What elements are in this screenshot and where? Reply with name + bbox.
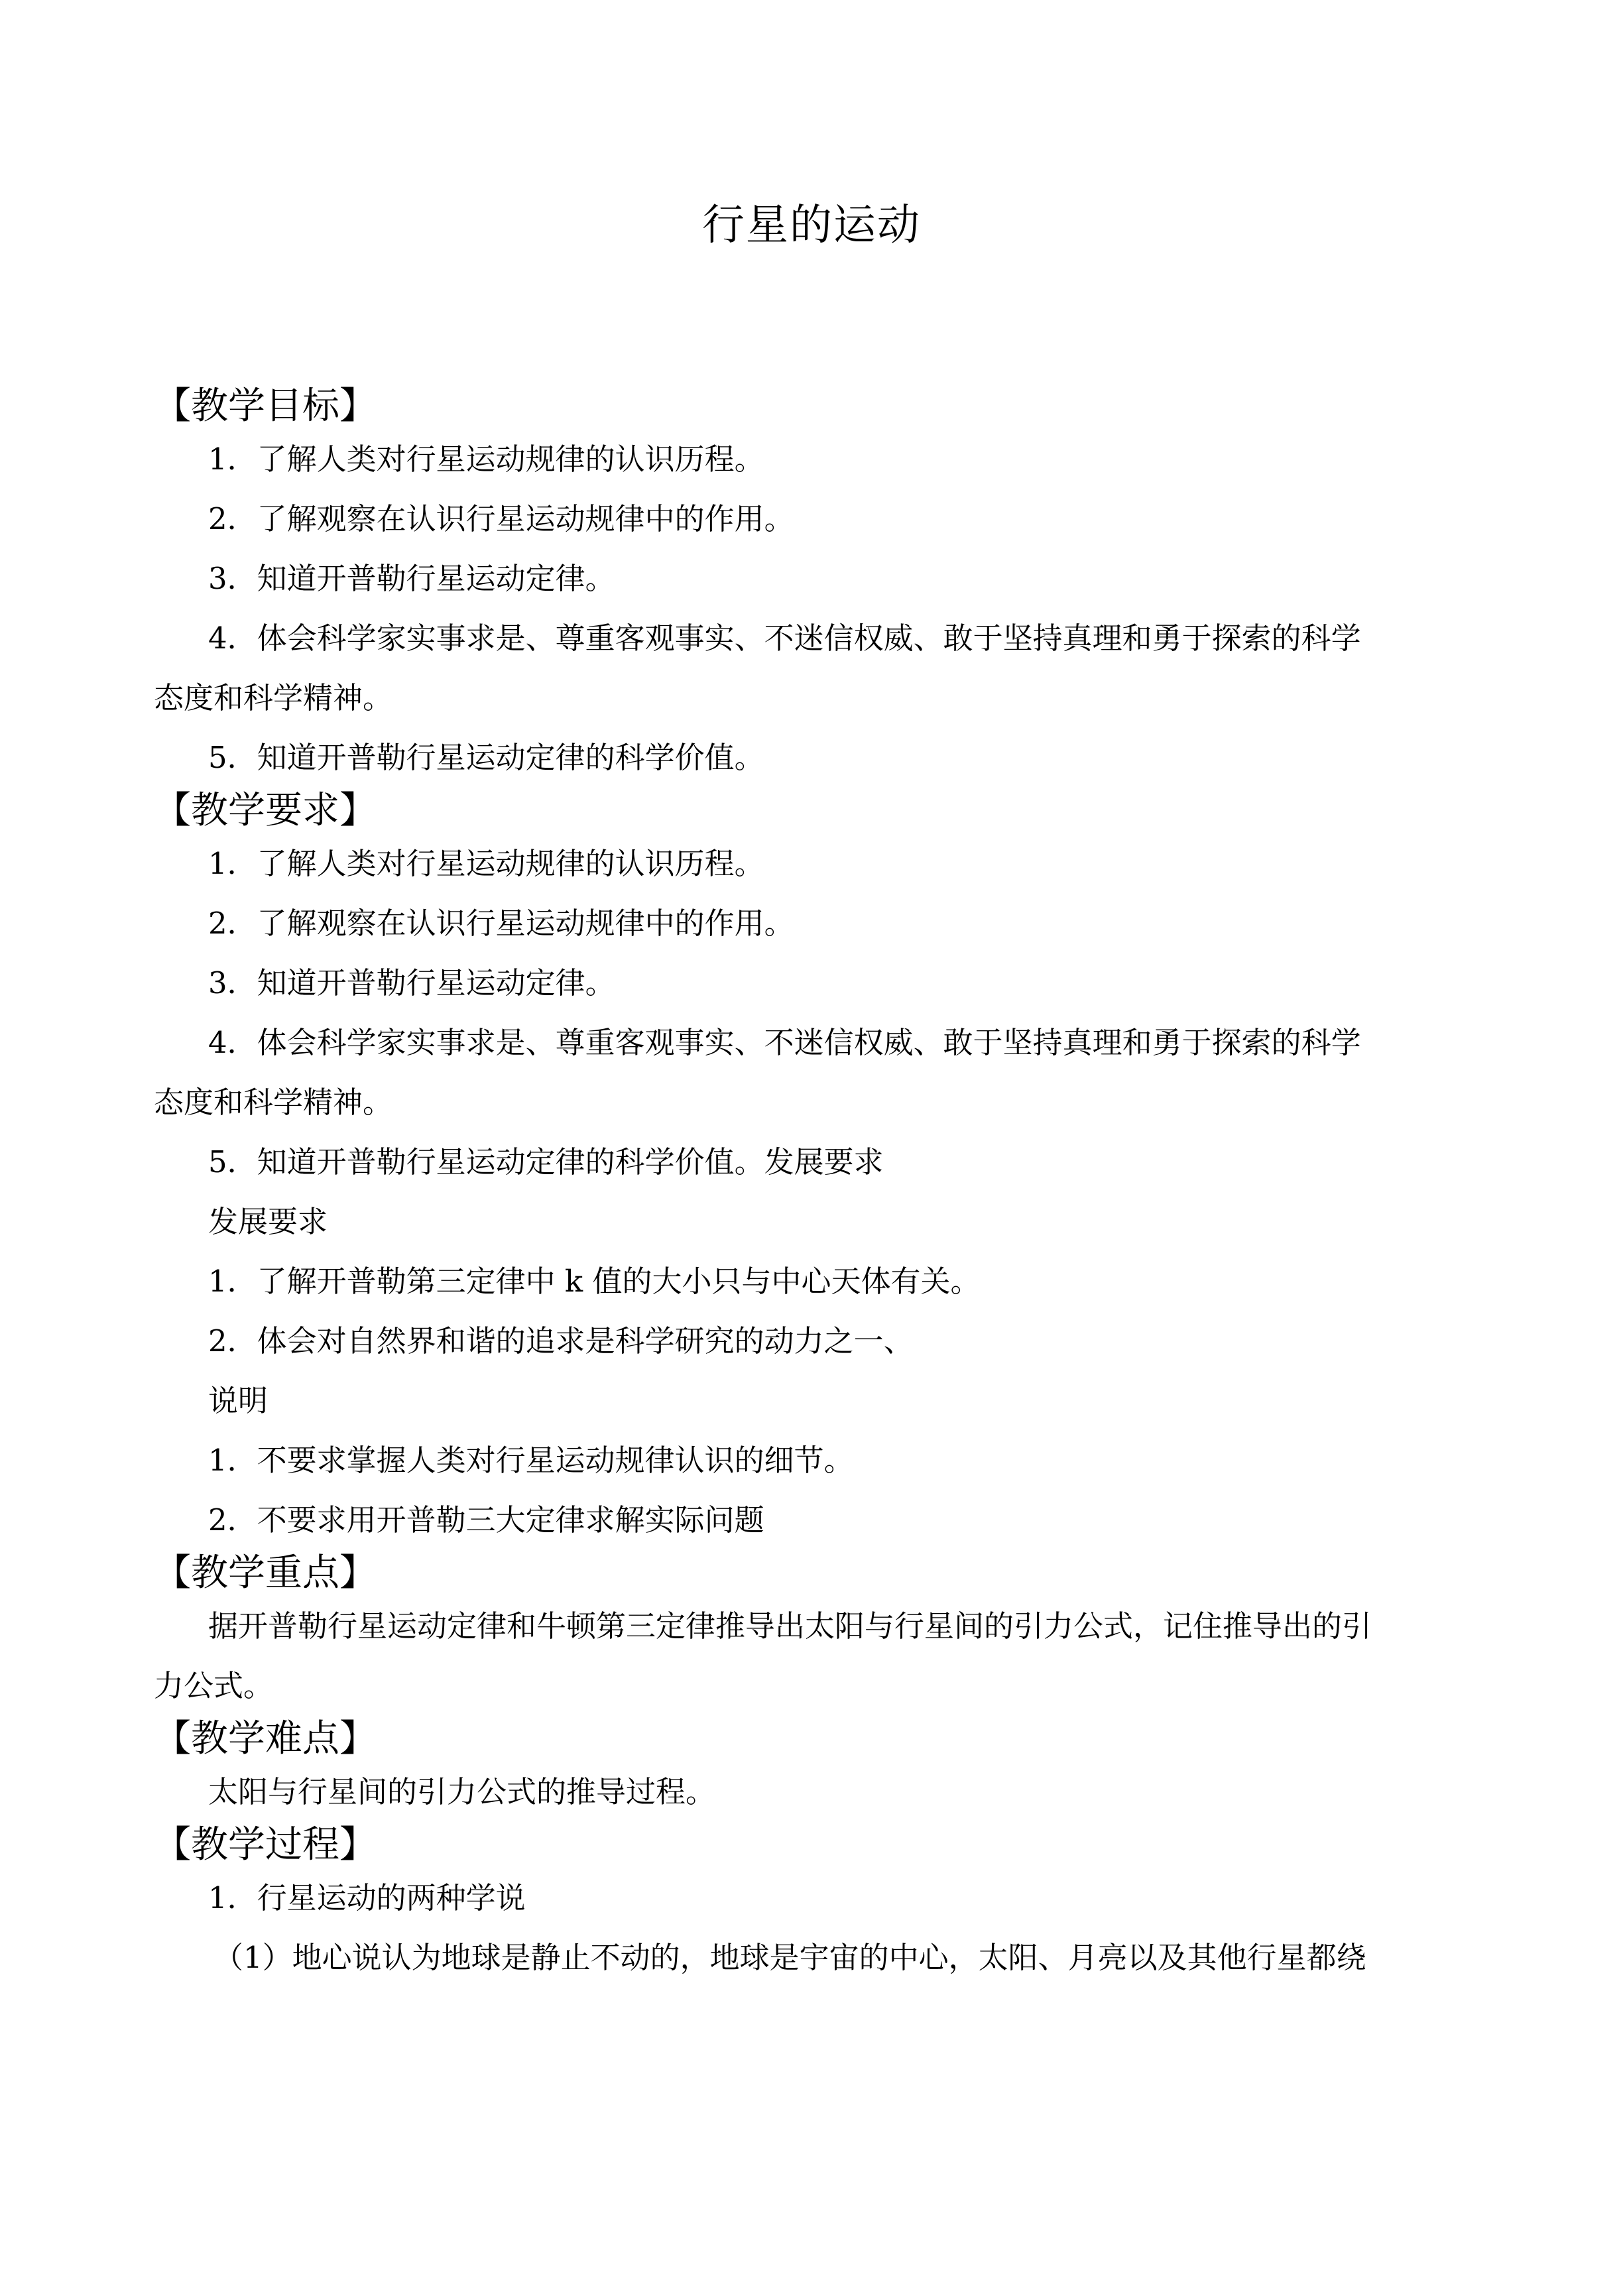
objective-item-4: 4．体会科学家实事求是、尊重客观事实、不迷信权威、敢于坚持真理和勇于探索的科学 — [208, 621, 1361, 656]
objective-item-1: 1．了解人类对行星运动规律的认识历程。 — [208, 442, 764, 477]
objective-item-2: 2．了解观察在认识行星运动规律中的作用。 — [208, 501, 794, 536]
notes-item-1: 1．不要求掌握人类对行星运动规律认识的细节。 — [208, 1443, 854, 1478]
development-subheading: 发展要求 — [208, 1204, 328, 1239]
page-title: 行星的运动 — [702, 201, 921, 250]
requirement-item-2: 2．了解观察在认识行星运动规律中的作用。 — [208, 906, 794, 941]
notes-item-2: 2．不要求用开普勒三大定律求解实际问题 — [208, 1502, 764, 1538]
objective-item-4-continued: 态度和科学精神。 — [154, 680, 393, 715]
requirement-item-4: 4．体会科学家实事求是、尊重客观事实、不迷信权威、敢于坚持真理和勇于探索的科学 — [208, 1025, 1361, 1060]
process-item-1-sub-1: （1）地心说认为地球是静止不动的，地球是宇宙的中心，太阳、月亮以及其他行星都绕 — [213, 1940, 1366, 1975]
notes-subheading: 说明 — [208, 1383, 269, 1418]
objective-item-3: 3．知道开普勒行星运动定律。 — [208, 561, 615, 596]
objective-item-5: 5．知道开普勒行星运动定律的科学价值。 — [208, 740, 764, 775]
difficulty-text: 太阳与行星间的引力公式的推导过程。 — [208, 1774, 716, 1809]
process-item-1: 1．行星运动的两种学说 — [208, 1880, 526, 1915]
development-item-1: 1．了解开普勒第三定律中 k 值的大小只与中心天体有关。 — [208, 1264, 981, 1299]
requirement-item-4-continued: 态度和科学精神。 — [154, 1085, 393, 1120]
key-point-text-continued: 力公式。 — [154, 1668, 274, 1703]
section-heading-key-points: 【教学重点】 — [154, 1551, 377, 1595]
key-point-text: 据开普勒行星运动定律和牛顿第三定律推导出太阳与行星间的引力公式，记住推导出的引 — [208, 1608, 1372, 1644]
requirement-item-3: 3．知道开普勒行星运动定律。 — [208, 965, 615, 1000]
development-item-2: 2．体会对自然界和谐的追求是科学研究的动力之一、 — [208, 1323, 914, 1359]
document-body — [154, 383, 1486, 1988]
requirement-item-1: 1．了解人类对行星运动规律的认识历程。 — [208, 846, 764, 881]
section-heading-objectives: 【教学目标】 — [154, 385, 377, 428]
section-heading-process: 【教学过程】 — [154, 1823, 377, 1866]
requirement-item-5: 5．知道开普勒行星运动定律的科学价值。发展要求 — [208, 1144, 884, 1179]
section-heading-difficulties: 【教学难点】 — [154, 1717, 377, 1760]
section-heading-requirements: 【教学要求】 — [154, 789, 377, 832]
